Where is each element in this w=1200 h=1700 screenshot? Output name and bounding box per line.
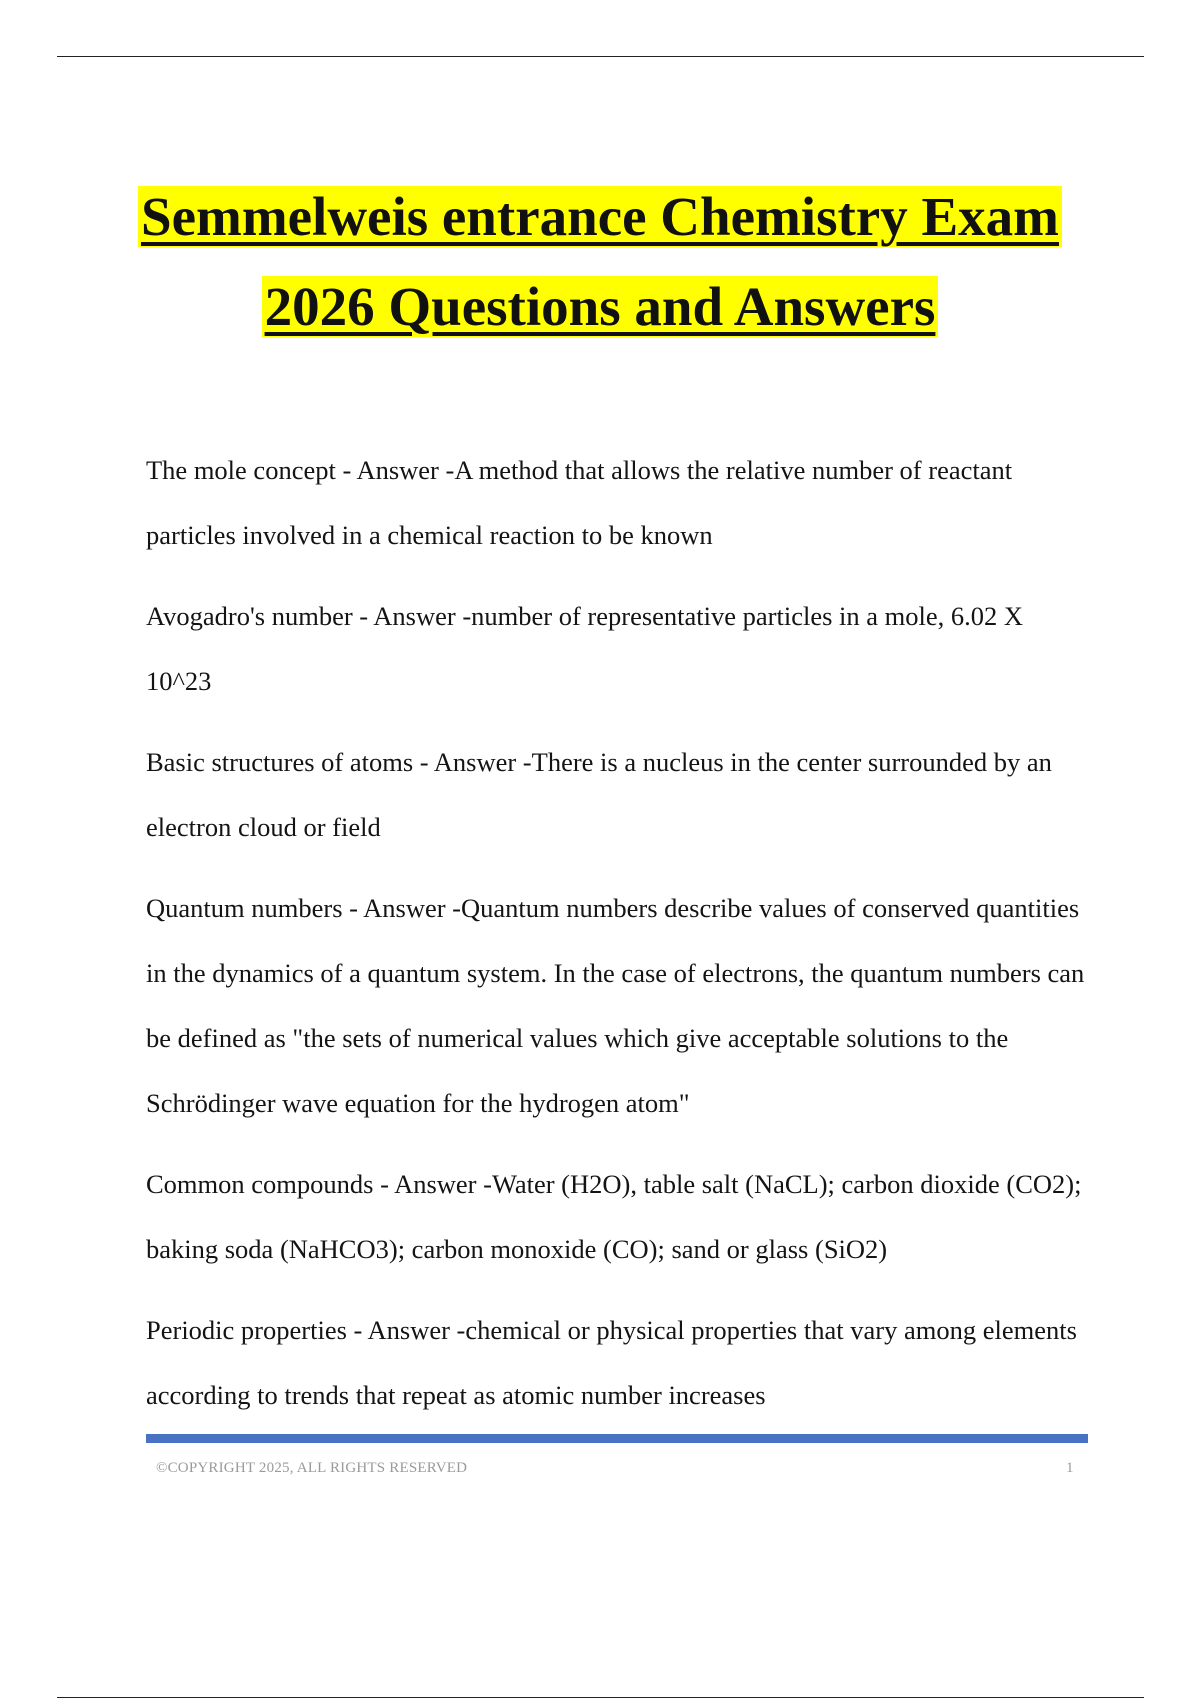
page-number: 1 — [1066, 1460, 1074, 1476]
bottom-rule — [57, 1697, 1144, 1698]
qa-item-common-compounds: Common compounds - Answer -Water (H2O), table salt (NaCL); carbon dioxide (CO2); baking soda (NaHCO3); carbon monoxide (CO); sand or glass (SiO2) — [146, 1169, 1082, 1264]
footer-bar — [146, 1434, 1088, 1443]
qa-item-periodic-properties: Periodic properties - Answer -chemical or physical properties that vary among elements according to trends that repeat as atomic number increases — [146, 1315, 1077, 1410]
top-rule — [57, 56, 1144, 57]
qa-item-atom-structure: Basic structures of atoms - Answer -There is a nucleus in the center surrounded by an electron cloud or field — [146, 747, 1052, 842]
qa-item-quantum-numbers: Quantum numbers - Answer -Quantum numbers describe values of conserved quantities in the dynamics of a quantum system. In the case of electrons, the quantum numbers can be defined as "the sets of numerical values which give acceptable solutions to the Schrödinger wave equation for the hydrogen atom" — [146, 893, 1085, 1118]
title-line-2: 2026 Questions and Answers — [262, 276, 939, 337]
title-line-1: Semmelweis entrance Chemistry Exam — [138, 186, 1062, 247]
qa-list — [146, 438, 1091, 1444]
qa-item-mole-concept: The mole concept - Answer -A method that allows the relative number of reactant particles involved in a chemical reaction to be known — [146, 455, 1013, 550]
qa-item-avogadro: Avogadro's number - Answer -number of representative particles in a mole, 6.02 X 10^23 — [146, 601, 1024, 696]
document-title — [0, 172, 1200, 352]
footer-copyright: ©COPYRIGHT 2025, ALL RIGHTS RESERVED — [156, 1460, 468, 1476]
